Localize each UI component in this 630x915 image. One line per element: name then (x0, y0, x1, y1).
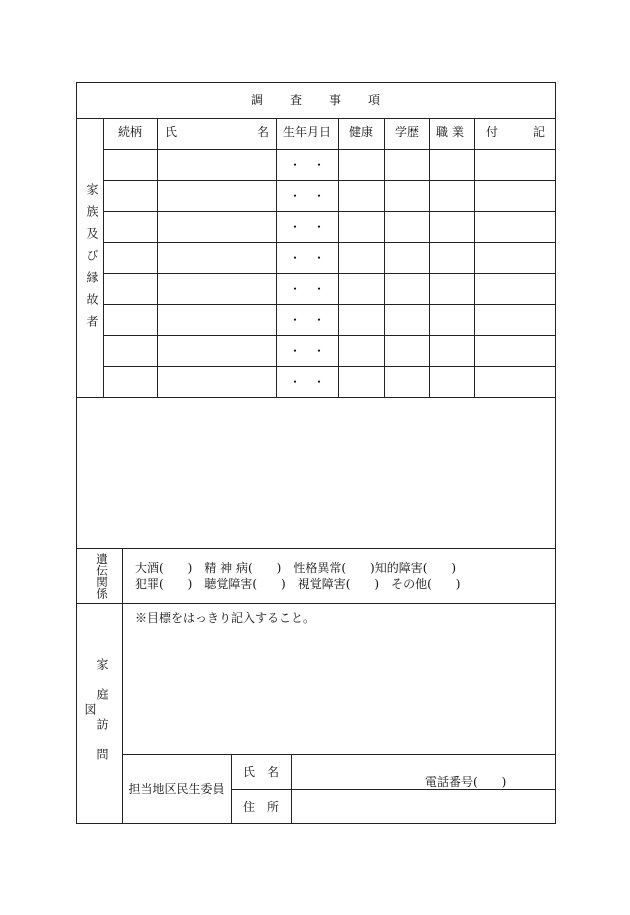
commissioner-name-label: 氏 名 (242, 765, 279, 779)
row-line-6 (103, 335, 556, 336)
birth-dots-row: ・ ・ (288, 344, 325, 358)
header-relation: 続柄 (118, 125, 143, 139)
header-name-right: 名 (257, 125, 270, 139)
birth-dots-row: ・ ・ (288, 189, 325, 203)
commissioner-label: 担当地区民生委員 (128, 782, 225, 796)
birth-dots-row: ・ ・ (288, 251, 325, 265)
commissioner-top (122, 754, 556, 755)
header-notes-left: 付 (486, 125, 499, 139)
birth-dots-row: ・ ・ (288, 158, 325, 172)
birth-dots-row: ・ ・ (288, 220, 325, 234)
commissioner-address-label: 住 所 (242, 800, 279, 814)
heredity-bottom (76, 603, 556, 604)
heredity-label-divider (122, 548, 123, 603)
row-line-4 (103, 273, 556, 274)
row-line-3 (103, 242, 556, 243)
form-title: 調 査 事 項 (250, 93, 381, 107)
header-health: 健康 (349, 125, 374, 139)
header-name-left: 氏 (165, 125, 178, 139)
header-education: 学歴 (395, 125, 420, 139)
commissioner-phone: 電話番号( ) (425, 775, 507, 789)
col-divider-6 (474, 118, 475, 397)
heredity-label: 遺伝関係 (95, 553, 109, 599)
col-divider-4 (384, 118, 385, 397)
col-divider-5 (429, 118, 430, 397)
row-line-1 (103, 180, 556, 181)
heredity-line-2: 犯罪( ) 聴覚障害( ) 視覚障害( ) その他( ) (135, 577, 461, 591)
birth-dots-row: ・ ・ (288, 313, 325, 327)
row-line-0 (103, 149, 556, 150)
visit-note: ※目標をはっきり記入すること。 (135, 611, 316, 625)
header-notes-right: 記 (533, 125, 546, 139)
title-divider (76, 118, 556, 119)
col-divider-3 (338, 118, 339, 397)
col-divider-1 (157, 118, 158, 397)
family-section-bottom (76, 397, 556, 398)
visit-label: 家庭訪問図 (83, 658, 109, 778)
row-line-2 (103, 211, 556, 212)
header-job: 職業 (436, 125, 469, 139)
header-birth: 生年月日 (283, 125, 332, 139)
commissioner-middle (231, 789, 556, 790)
birth-dots-row: ・ ・ (288, 375, 325, 389)
family-label: 家族及び縁故者 (85, 183, 99, 337)
family-label-divider (103, 118, 104, 397)
birth-dots-row: ・ ・ (288, 282, 325, 296)
row-line-5 (103, 304, 556, 305)
row-line-7 (103, 366, 556, 367)
heredity-line-1: 大酒( ) 精 神 病( ) 性格異常( )知的障害( ) (135, 561, 457, 575)
heredity-top (76, 548, 556, 549)
